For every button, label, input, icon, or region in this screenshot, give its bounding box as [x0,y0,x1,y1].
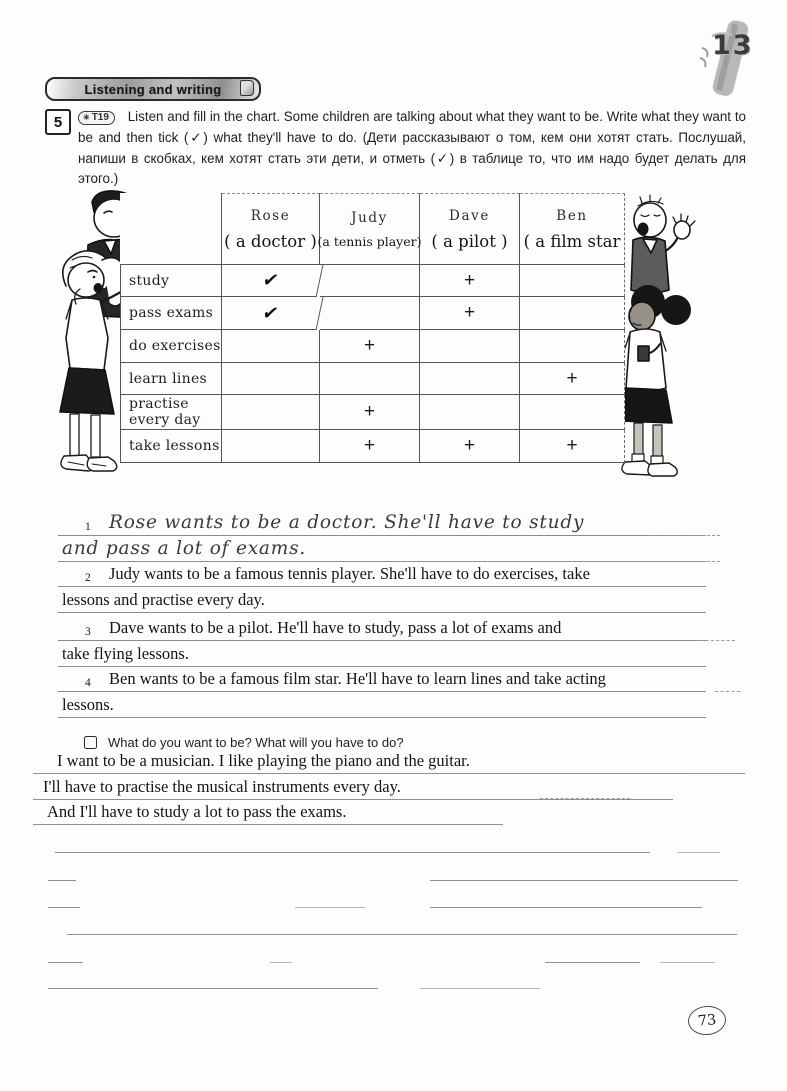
chart-mark [222,363,320,395]
answer-1-line-1: 1 Rose wants to be a doctor. She'll have to study [58,510,706,536]
blank-writing-line [430,880,738,881]
blank-writing-line [55,852,650,853]
instructions-english: Listen and fill in the chart. Some children are talking about what they want to be. Write what they want to be and then tick (✓) what they'll have to do. [78,109,746,145]
chart-corner-cell [120,193,222,265]
chart-mark: + [320,430,420,463]
chart-mark: + [320,330,420,363]
ruled-dash [400,560,720,562]
chart-column-judy: Judy (a tennis player) [320,193,420,265]
audio-track-badge [78,111,115,125]
exercise-number-box [45,109,71,135]
answer-4-line-2: lessons. [58,692,706,718]
blank-writing-line [270,962,292,963]
written-role: ( a doctor ) [224,231,317,251]
row-label: do exercises [120,330,222,363]
exercise-number: 5 [53,113,63,131]
fill-in-chart [120,193,625,463]
chart-column-rose: Rose ( a doctor ) [222,193,320,265]
chart-mark [520,395,625,430]
blank-writing-line [48,907,80,908]
section-banner [45,77,261,101]
chart-mark [420,395,520,430]
blank-writing-line [48,988,378,989]
answer-4-line-1: 4 Ben wants to be a famous film star. He'll have to learn lines and take acting [58,666,706,692]
answer-number: 4 [85,677,91,689]
row-label: pass exams [120,297,222,330]
unit-number: 13 [712,30,754,61]
own-question-text: What do you want to be? What will you have to do? [108,735,404,750]
audio-track-label: T19 [91,112,109,123]
chart-mark [222,330,320,363]
chart-column-ben: Ben ( a film star [520,193,625,265]
chart-mark: + [320,395,420,430]
chart-mark: + [520,363,625,395]
ruled-dash [715,690,740,692]
answer-1-line-2: and pass a lot of exams. [58,536,706,562]
own-answer-line-1: I want to be a musician. I like playing the piano and the guitar. [33,748,745,774]
written-role: ( a pilot ) [431,231,508,251]
blank-writing-line [48,880,76,881]
chart-mark [320,297,420,330]
ruled-dash [695,639,735,641]
chart-mark [520,297,625,330]
chart-mark: + [420,297,520,330]
own-answer-line-3: And I'll have to study a lot to pass the exams. [33,799,503,825]
answer-2-line-1: 2 Judy wants to be a famous tennis player. She'll have to do exercises, take [58,561,706,587]
answer-number: 1 [85,521,91,533]
ruled-dash [648,534,720,536]
chart-column-dave: Dave ( a pilot ) [420,193,520,265]
blank-writing-line [295,907,365,908]
answer-3-line-2: take flying lessons. [58,641,706,667]
answer-number: 3 [85,626,91,638]
chart-mark: ✔ [219,265,324,297]
page-number-badge [687,1004,727,1036]
row-label: take lessons [120,430,222,463]
children-illustration-right [612,192,707,484]
chart-mark [420,330,520,363]
section-banner-title: Listening and writing [84,81,222,97]
chart-mark: + [420,430,520,463]
row-label: study [120,265,222,297]
ruled-dash [690,772,740,774]
blank-writing-line [660,962,715,963]
own-answer-line-2: I'll have to practise the musical instruments every day. [33,774,673,800]
chart-mark [320,265,420,297]
chart-mark [222,395,320,430]
answer-number: 2 [85,572,91,584]
chart-mark: + [520,430,625,463]
instructions-russian: (Дети рассказывают о том, кем они хотят стать. Послушай, напиши в скобках, кем хотят стать эти дети, и отметь (✓) в таблице то, что им надо будет делать для этого.) [78,129,746,187]
chart-mark: + [420,265,520,297]
chart-mark: ✔ [218,297,323,330]
written-role: (a tennis player) [317,233,422,249]
row-label: learn lines [120,363,222,395]
blank-writing-line [48,962,83,963]
chart-mark [520,265,625,297]
page-number: 73 [697,1011,717,1030]
written-role: ( a film star [523,231,621,251]
exercise-instructions [78,107,746,190]
blank-writing-line [420,988,540,989]
chart-mark [420,363,520,395]
banner-ribbon-end [240,80,254,96]
answer-2-line-2: lessons and practise every day. [58,587,706,613]
chart-mark [222,430,320,463]
blank-writing-line [545,962,640,963]
ruled-dash [540,797,630,799]
chart-mark [520,330,625,363]
chart-mark [320,363,420,395]
audio-icon: ✳ [83,113,90,122]
blank-writing-line [67,934,737,935]
answer-3-line-1: 3 Dave wants to be a pilot. He'll have to study, pass a lot of exams and [58,615,706,641]
blank-writing-line [430,907,702,908]
row-label: practise every day [120,395,222,430]
blank-writing-line [678,852,720,853]
